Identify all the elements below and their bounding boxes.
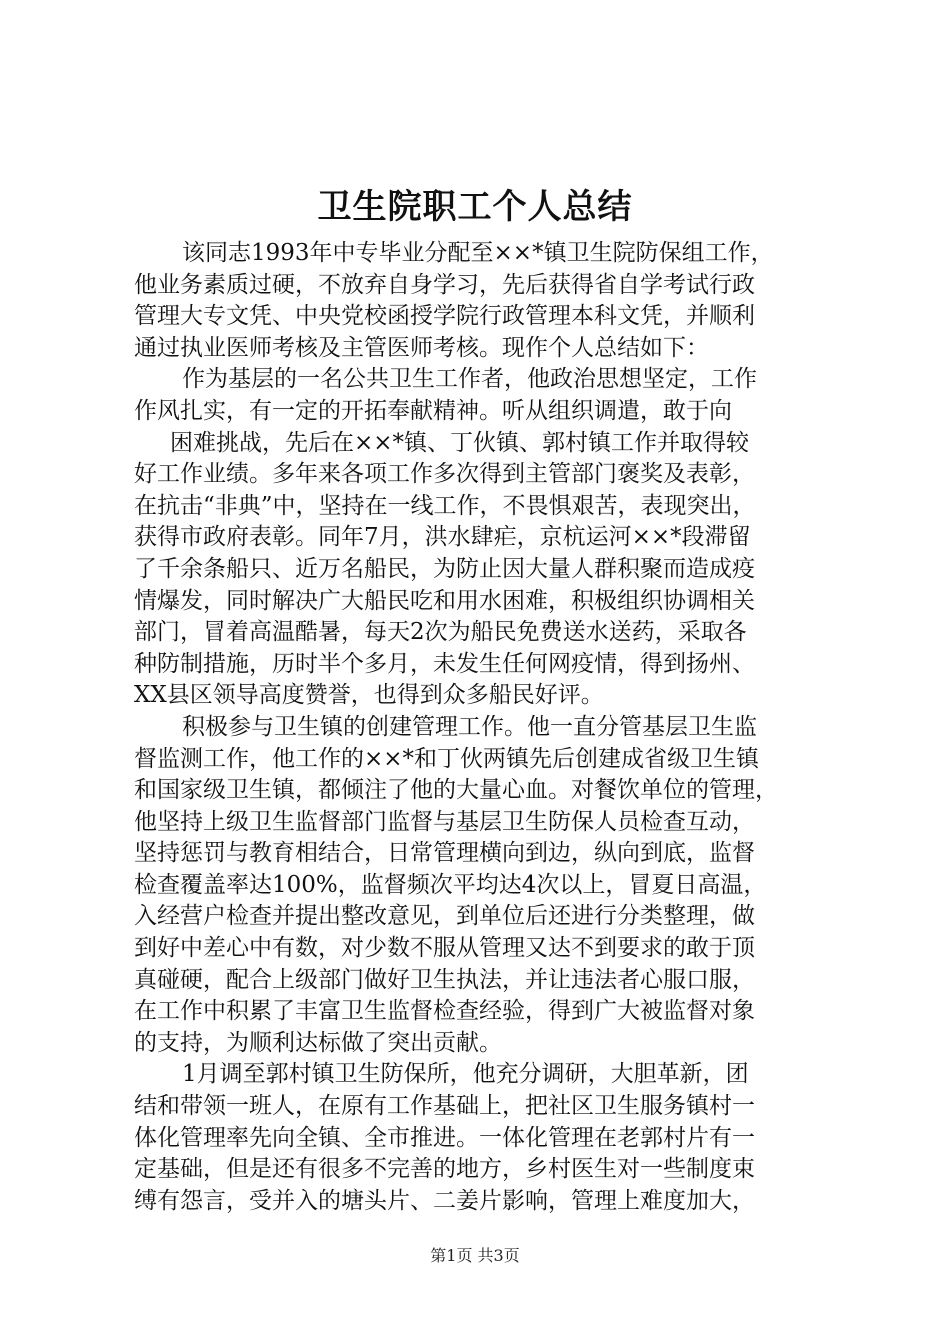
body-line: 缚有怨言，受并入的塘头片、二姜片影响，管理上难度加大，	[134, 1187, 755, 1214]
body-line: 和国家级卫生镇，都倾注了他的大量心血。对餐饮单位的管理，	[134, 777, 778, 804]
body-line: 种防制措施，历时半个多月，未发生任何网疫情，得到扬州、	[134, 650, 755, 677]
document-body	[134, 238, 824, 1217]
body-line: 积极参与卫生镇的创建管理工作。他一直分管基层卫生监	[182, 713, 757, 740]
body-line: 到好中差心中有数，对少数不服从管理又达不到要求的敢于顶	[134, 935, 755, 962]
body-line: 通过执业医师考核及主管医师考核。现作个人总结如下：	[134, 334, 709, 361]
body-line: 定基础，但是还有很多不完善的地方，乡村医生对一些制度束	[134, 1156, 755, 1183]
body-line: 检查覆盖率达100%，监督频次平均达4次以上，冒夏日高温，	[134, 871, 767, 898]
body-line: 了千余条船只、近万名船民，为防止因大量人群积聚而造成疫	[134, 555, 755, 582]
body-line: 获得市政府表彰。同年7月，洪水肆疟，京杭运河××*段滞留	[134, 524, 751, 551]
body-line: 在抗击“非典”中，坚持在一线工作，不畏惧艰苦，表现突出，	[134, 492, 756, 519]
body-line: 困难挑战，先后在××*镇、丁伙镇、郭村镇工作并取得较	[170, 429, 750, 456]
document-title: 卫生院职工个人总结	[317, 187, 633, 227]
body-line: 1月调至郭村镇卫生防保所，他充分调研，大胆革新，团	[182, 1061, 749, 1088]
body-line: 督监测工作，他工作的××*和丁伙两镇先后创建成省级卫生镇	[134, 745, 760, 772]
body-line: 体化管理率先向全镇、全市推进。一体化管理在老郭村片有一	[134, 1124, 755, 1151]
body-line: 作风扎实，有一定的开拓奉献精神。听从组织调遣，敢于向	[134, 397, 732, 424]
body-line: 情爆发，同时解决广大船民吃和用水困难，积极组织协调相关	[134, 587, 755, 614]
body-line: 作为基层的一名公共卫生工作者，他政治思想坚定，工作	[182, 366, 757, 393]
body-line: 该同志1993年中专毕业分配至××*镇卫生院防保组工作，	[182, 240, 774, 266]
body-line: 好工作业绩。多年来各项工作多次得到主管部门褒奖及表彰，	[134, 461, 755, 488]
body-line: XX县区领导高度赞誉，也得到众多船民好评。	[134, 682, 604, 709]
body-line: 结和带领一班人，在原有工作基础上，把社区卫生服务镇村一	[134, 1093, 755, 1120]
body-line: 的支持，为顺利达标做了突出贡献。	[134, 1029, 502, 1056]
body-line: 真碰硬，配合上级部门做好卫生执法，并让违法者心服口服，	[134, 966, 755, 993]
body-line: 管理大专文凭、中央党校函授学院行政管理本科文凭，并顺利	[134, 303, 755, 330]
body-line: 在工作中积累了丰富卫生监督检查经验，得到广大被监督对象	[134, 998, 755, 1025]
body-line: 他坚持上级卫生监督部门监督与基层卫生防保人员检查互动，	[134, 808, 755, 835]
body-line: 部门，冒着高温酷暑，每天2次为船民免费送水送药，采取各	[134, 619, 747, 646]
body-line: 入经营户检查并提出整改意见，到单位后还进行分类整理，做	[134, 903, 755, 930]
body-line: 他业务素质过硬，不放弃自身学习，先后获得省自学考试行政	[134, 271, 755, 298]
page-footer: 第1页 共3页	[430, 1246, 520, 1265]
body-line: 坚持惩罚与教育相结合，日常管理横向到边，纵向到底，监督	[134, 840, 755, 867]
